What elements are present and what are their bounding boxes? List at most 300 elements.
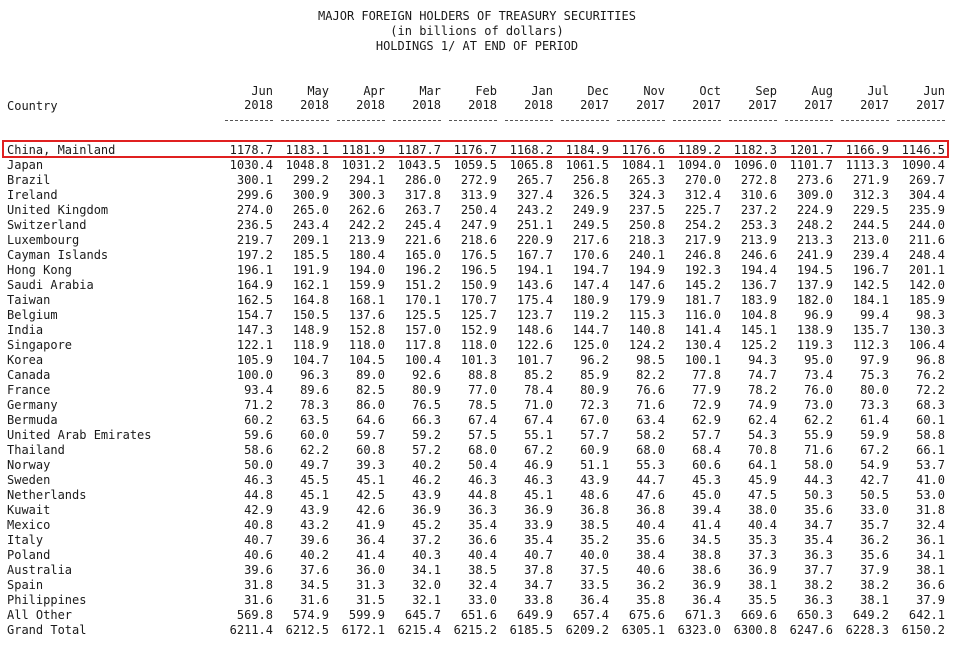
value-cell: 100.1 <box>684 353 721 367</box>
value-cell: 38.1 <box>748 578 777 592</box>
value-cell: 209.1 <box>292 233 329 247</box>
value-cell: 194.7 <box>572 263 609 277</box>
value-cell: 218.6 <box>460 233 497 247</box>
value-cell: 36.8 <box>636 503 665 517</box>
value-cell: 36.2 <box>636 578 665 592</box>
value-cell: 78.4 <box>524 383 553 397</box>
value-cell: 67.2 <box>860 443 889 457</box>
value-cell: 37.9 <box>860 563 889 577</box>
value-cell: 300.9 <box>292 188 329 202</box>
value-cell: 41.0 <box>916 473 945 487</box>
value-cell: 36.0 <box>356 563 385 577</box>
table-row <box>0 413 954 428</box>
value-cell: 46.9 <box>524 458 553 472</box>
value-cell: 142.0 <box>908 278 945 292</box>
value-cell: 1166.9 <box>845 143 889 157</box>
country-name: Netherlands <box>7 488 87 502</box>
value-cell: 124.2 <box>628 338 665 352</box>
value-cell: 175.4 <box>516 293 553 307</box>
report-subtitle: HOLDINGS 1/ AT END OF PERIOD <box>375 39 579 53</box>
value-cell: 36.9 <box>524 503 553 517</box>
value-cell: 45.1 <box>356 473 385 487</box>
value-cell: 184.1 <box>852 293 889 307</box>
value-cell: 1061.5 <box>565 158 609 172</box>
value-cell: 100.0 <box>236 368 273 382</box>
value-cell: 77.0 <box>468 383 497 397</box>
value-cell: 34.5 <box>300 578 329 592</box>
value-cell: 38.0 <box>748 503 777 517</box>
table-row <box>0 338 954 353</box>
value-cell: 220.9 <box>516 233 553 247</box>
value-cell: 76.6 <box>636 383 665 397</box>
value-cell: 34.7 <box>524 578 553 592</box>
value-cell: 101.7 <box>516 353 553 367</box>
value-cell: 599.9 <box>348 608 385 622</box>
value-cell: 312.4 <box>684 188 721 202</box>
value-cell: 53.0 <box>916 488 945 502</box>
value-cell: 47.6 <box>636 488 665 502</box>
value-cell: 299.6 <box>236 188 273 202</box>
value-cell: 194.9 <box>628 263 665 277</box>
value-cell: 1182.3 <box>733 143 777 157</box>
column-month: Jul <box>867 84 889 98</box>
value-cell: 213.0 <box>852 233 889 247</box>
table-row <box>0 323 954 338</box>
value-cell: 62.2 <box>804 413 833 427</box>
value-cell: 78.2 <box>748 383 777 397</box>
value-cell: 80.0 <box>860 383 889 397</box>
value-cell: 213.9 <box>740 233 777 247</box>
value-cell: 93.4 <box>244 383 273 397</box>
column-year: 2017 <box>860 98 889 112</box>
value-cell: 59.7 <box>356 428 385 442</box>
value-cell: 45.9 <box>748 473 777 487</box>
country-name: Grand Total <box>7 623 87 637</box>
column-year: 2017 <box>580 98 609 112</box>
value-cell: 60.9 <box>580 443 609 457</box>
table-row <box>0 533 954 548</box>
value-cell: 100.4 <box>404 353 441 367</box>
value-cell: 645.7 <box>404 608 441 622</box>
value-cell: 96.2 <box>580 353 609 367</box>
value-cell: 57.7 <box>692 428 721 442</box>
value-cell: 651.6 <box>460 608 497 622</box>
value-cell: 119.2 <box>572 308 609 322</box>
column-month: May <box>307 84 329 98</box>
value-cell: 82.5 <box>356 383 385 397</box>
country-name: Cayman Islands <box>7 248 109 262</box>
value-cell: 145.1 <box>740 323 777 337</box>
value-cell: 40.7 <box>524 548 553 562</box>
table-row <box>0 248 954 263</box>
value-cell: 235.9 <box>908 203 945 217</box>
value-cell: 34.5 <box>692 533 721 547</box>
value-cell: 50.3 <box>804 488 833 502</box>
country-name: India <box>7 323 44 337</box>
value-cell: 71.0 <box>524 398 553 412</box>
value-cell: 51.1 <box>580 458 609 472</box>
value-cell: 80.9 <box>412 383 441 397</box>
value-cell: 40.6 <box>244 548 273 562</box>
value-cell: 37.8 <box>524 563 553 577</box>
value-cell: 40.4 <box>636 518 665 532</box>
header-underline <box>785 120 833 121</box>
value-cell: 77.8 <box>692 368 721 382</box>
country-name: Mexico <box>7 518 51 532</box>
value-cell: 6212.5 <box>285 623 329 637</box>
value-cell: 170.7 <box>460 293 497 307</box>
value-cell: 38.4 <box>636 548 665 562</box>
value-cell: 80.9 <box>580 383 609 397</box>
value-cell: 89.0 <box>356 368 385 382</box>
value-cell: 1059.5 <box>453 158 497 172</box>
column-month: Jan <box>531 84 553 98</box>
value-cell: 31.6 <box>300 593 329 607</box>
value-cell: 1084.1 <box>621 158 665 172</box>
value-cell: 40.0 <box>580 548 609 562</box>
value-cell: 217.6 <box>572 233 609 247</box>
value-cell: 1065.8 <box>509 158 553 172</box>
value-cell: 106.4 <box>908 338 945 352</box>
header-underline <box>449 120 497 121</box>
value-cell: 119.3 <box>796 338 833 352</box>
column-header <box>445 84 497 112</box>
value-cell: 240.1 <box>628 248 665 262</box>
value-cell: 642.1 <box>908 608 945 622</box>
value-cell: 41.4 <box>692 518 721 532</box>
value-cell: 243.2 <box>516 203 553 217</box>
value-cell: 58.0 <box>804 458 833 472</box>
value-cell: 313.9 <box>460 188 497 202</box>
value-cell: 262.6 <box>348 203 385 217</box>
table-row <box>0 428 954 443</box>
header-underline <box>841 120 889 121</box>
value-cell: 1090.4 <box>901 158 945 172</box>
column-year: 2018 <box>244 98 273 112</box>
value-cell: 1189.2 <box>677 143 721 157</box>
value-cell: 263.7 <box>404 203 441 217</box>
header-underline <box>729 120 777 121</box>
value-cell: 50.4 <box>468 458 497 472</box>
value-cell: 32.0 <box>412 578 441 592</box>
value-cell: 244.5 <box>852 218 889 232</box>
value-cell: 1176.7 <box>453 143 497 157</box>
value-cell: 31.3 <box>356 578 385 592</box>
value-cell: 138.9 <box>796 323 833 337</box>
value-cell: 181.7 <box>684 293 721 307</box>
column-header <box>389 84 441 112</box>
value-cell: 272.9 <box>460 173 497 187</box>
value-cell: 249.5 <box>572 218 609 232</box>
value-cell: 48.6 <box>580 488 609 502</box>
value-cell: 6172.1 <box>341 623 385 637</box>
value-cell: 46.3 <box>524 473 553 487</box>
value-cell: 50.5 <box>860 488 889 502</box>
table-row <box>0 458 954 473</box>
country-name: Singapore <box>7 338 73 352</box>
value-cell: 249.9 <box>572 203 609 217</box>
value-cell: 145.2 <box>684 278 721 292</box>
column-month: Jun <box>923 84 945 98</box>
value-cell: 42.9 <box>244 503 273 517</box>
value-cell: 35.2 <box>580 533 609 547</box>
value-cell: 1101.7 <box>789 158 833 172</box>
table-row <box>0 308 954 323</box>
table-row <box>0 158 954 173</box>
value-cell: 33.8 <box>524 593 553 607</box>
value-cell: 101.3 <box>460 353 497 367</box>
country-name: Spain <box>7 578 44 592</box>
value-cell: 118.9 <box>292 338 329 352</box>
value-cell: 45.1 <box>524 488 553 502</box>
value-cell: 104.5 <box>348 353 385 367</box>
value-cell: 309.0 <box>796 188 833 202</box>
value-cell: 73.4 <box>804 368 833 382</box>
table-row <box>0 608 954 623</box>
value-cell: 194.4 <box>740 263 777 277</box>
highlight-box <box>2 140 949 158</box>
value-cell: 112.3 <box>852 338 889 352</box>
value-cell: 37.7 <box>804 563 833 577</box>
value-cell: 122.6 <box>516 338 553 352</box>
value-cell: 33.5 <box>580 578 609 592</box>
value-cell: 242.2 <box>348 218 385 232</box>
value-cell: 34.1 <box>412 563 441 577</box>
value-cell: 46.2 <box>412 473 441 487</box>
header-underline <box>561 120 609 121</box>
column-year: 2018 <box>468 98 497 112</box>
country-name: Italy <box>7 533 44 547</box>
value-cell: 61.4 <box>860 413 889 427</box>
country-name: Belgium <box>7 308 58 322</box>
value-cell: 243.4 <box>292 218 329 232</box>
value-cell: 58.8 <box>916 428 945 442</box>
column-month: Aug <box>811 84 833 98</box>
column-year: 2017 <box>804 98 833 112</box>
value-cell: 60.2 <box>244 413 273 427</box>
value-cell: 31.8 <box>916 503 945 517</box>
value-cell: 167.7 <box>516 248 553 262</box>
value-cell: 78.3 <box>300 398 329 412</box>
value-cell: 41.9 <box>356 518 385 532</box>
value-cell: 1031.2 <box>341 158 385 172</box>
value-cell: 312.3 <box>852 188 889 202</box>
value-cell: 46.3 <box>468 473 497 487</box>
value-cell: 104.8 <box>740 308 777 322</box>
country-name: Switzerland <box>7 218 87 232</box>
value-cell: 141.4 <box>684 323 721 337</box>
value-cell: 37.9 <box>916 593 945 607</box>
value-cell: 35.7 <box>860 518 889 532</box>
value-cell: 40.4 <box>468 548 497 562</box>
column-header <box>781 84 833 112</box>
value-cell: 176.5 <box>460 248 497 262</box>
value-cell: 71.6 <box>636 398 665 412</box>
value-cell: 98.3 <box>916 308 945 322</box>
column-year: 2017 <box>748 98 777 112</box>
value-cell: 197.2 <box>236 248 273 262</box>
value-cell: 45.2 <box>412 518 441 532</box>
table-row <box>0 188 954 203</box>
value-cell: 182.0 <box>796 293 833 307</box>
table-row <box>0 353 954 368</box>
value-cell: 33.0 <box>468 593 497 607</box>
value-cell: 251.1 <box>516 218 553 232</box>
country-name: Hong Kong <box>7 263 73 277</box>
value-cell: 125.5 <box>404 308 441 322</box>
table-row <box>0 383 954 398</box>
country-name: Australia <box>7 563 73 577</box>
country-name: France <box>7 383 51 397</box>
value-cell: 82.2 <box>636 368 665 382</box>
country-name: Ireland <box>7 188 58 202</box>
table-row <box>0 233 954 248</box>
header-underline <box>505 120 553 121</box>
country-name: United Arab Emirates <box>7 428 152 442</box>
value-cell: 650.3 <box>796 608 833 622</box>
table-row <box>0 578 954 593</box>
header-underline <box>673 120 721 121</box>
country-name: Poland <box>7 548 51 562</box>
value-cell: 64.6 <box>356 413 385 427</box>
country-name: Brazil <box>7 173 51 187</box>
value-cell: 40.6 <box>636 563 665 577</box>
table-row <box>0 398 954 413</box>
value-cell: 217.9 <box>684 233 721 247</box>
value-cell: 35.8 <box>636 593 665 607</box>
column-header <box>277 84 329 112</box>
value-cell: 85.9 <box>580 368 609 382</box>
value-cell: 6305.1 <box>621 623 665 637</box>
value-cell: 196.7 <box>852 263 889 277</box>
value-cell: 64.1 <box>748 458 777 472</box>
value-cell: 33.0 <box>860 503 889 517</box>
value-cell: 37.2 <box>412 533 441 547</box>
value-cell: 34.7 <box>804 518 833 532</box>
value-cell: 300.1 <box>236 173 273 187</box>
value-cell: 649.2 <box>852 608 889 622</box>
value-cell: 136.7 <box>740 278 777 292</box>
country-name: Korea <box>7 353 44 367</box>
value-cell: 211.6 <box>908 233 945 247</box>
value-cell: 42.6 <box>356 503 385 517</box>
value-cell: 33.9 <box>524 518 553 532</box>
value-cell: 96.8 <box>916 353 945 367</box>
value-cell: 73.0 <box>804 398 833 412</box>
value-cell: 675.6 <box>628 608 665 622</box>
value-cell: 36.4 <box>580 593 609 607</box>
value-cell: 36.6 <box>916 578 945 592</box>
value-cell: 35.6 <box>804 503 833 517</box>
value-cell: 254.2 <box>684 218 721 232</box>
column-month: Sep <box>755 84 777 98</box>
value-cell: 1146.5 <box>901 143 945 157</box>
value-cell: 36.2 <box>860 533 889 547</box>
value-cell: 224.9 <box>796 203 833 217</box>
value-cell: 147.4 <box>572 278 609 292</box>
value-cell: 137.6 <box>348 308 385 322</box>
table-row <box>0 488 954 503</box>
value-cell: 36.4 <box>356 533 385 547</box>
value-cell: 168.1 <box>348 293 385 307</box>
table-row <box>0 473 954 488</box>
value-cell: 38.2 <box>804 578 833 592</box>
value-cell: 86.0 <box>356 398 385 412</box>
value-cell: 94.3 <box>748 353 777 367</box>
value-cell: 53.7 <box>916 458 945 472</box>
country-name: Thailand <box>7 443 65 457</box>
value-cell: 66.3 <box>412 413 441 427</box>
value-cell: 54.3 <box>748 428 777 442</box>
value-cell: 1184.9 <box>565 143 609 157</box>
value-cell: 669.6 <box>740 608 777 622</box>
value-cell: 74.9 <box>748 398 777 412</box>
value-cell: 35.3 <box>748 533 777 547</box>
value-cell: 327.4 <box>516 188 553 202</box>
value-cell: 39.4 <box>692 503 721 517</box>
value-cell: 671.3 <box>684 608 721 622</box>
value-cell: 229.5 <box>852 203 889 217</box>
value-cell: 137.9 <box>796 278 833 292</box>
value-cell: 130.3 <box>908 323 945 337</box>
value-cell: 1048.8 <box>285 158 329 172</box>
value-cell: 71.2 <box>244 398 273 412</box>
value-cell: 6211.4 <box>229 623 273 637</box>
value-cell: 265.7 <box>516 173 553 187</box>
value-cell: 72.2 <box>916 383 945 397</box>
value-cell: 42.5 <box>356 488 385 502</box>
value-cell: 68.0 <box>468 443 497 457</box>
value-cell: 89.6 <box>300 383 329 397</box>
value-cell: 37.6 <box>300 563 329 577</box>
value-cell: 54.9 <box>860 458 889 472</box>
table-row <box>0 173 954 188</box>
value-cell: 6300.8 <box>733 623 777 637</box>
value-cell: 125.7 <box>460 308 497 322</box>
value-cell: 40.2 <box>300 548 329 562</box>
table-row <box>0 623 954 638</box>
value-cell: 36.3 <box>804 548 833 562</box>
value-cell: 71.6 <box>804 443 833 457</box>
value-cell: 36.3 <box>804 593 833 607</box>
value-cell: 44.7 <box>636 473 665 487</box>
value-cell: 194.1 <box>516 263 553 277</box>
value-cell: 6215.4 <box>397 623 441 637</box>
value-cell: 569.8 <box>236 608 273 622</box>
value-cell: 38.1 <box>860 593 889 607</box>
column-header <box>613 84 665 112</box>
value-cell: 67.4 <box>524 413 553 427</box>
value-cell: 88.8 <box>468 368 497 382</box>
value-cell: 98.5 <box>636 353 665 367</box>
column-month: Feb <box>475 84 497 98</box>
value-cell: 46.3 <box>244 473 273 487</box>
value-cell: 60.0 <box>300 428 329 442</box>
value-cell: 256.8 <box>572 173 609 187</box>
value-cell: 37.5 <box>580 563 609 577</box>
value-cell: 36.9 <box>748 563 777 577</box>
value-cell: 32.1 <box>412 593 441 607</box>
value-cell: 32.4 <box>916 518 945 532</box>
value-cell: 269.7 <box>908 173 945 187</box>
country-name: China, Mainland <box>7 143 116 157</box>
value-cell: 72.9 <box>692 398 721 412</box>
value-cell: 142.5 <box>852 278 889 292</box>
value-cell: 247.9 <box>460 218 497 232</box>
value-cell: 649.9 <box>516 608 553 622</box>
value-cell: 60.1 <box>916 413 945 427</box>
value-cell: 35.5 <box>748 593 777 607</box>
